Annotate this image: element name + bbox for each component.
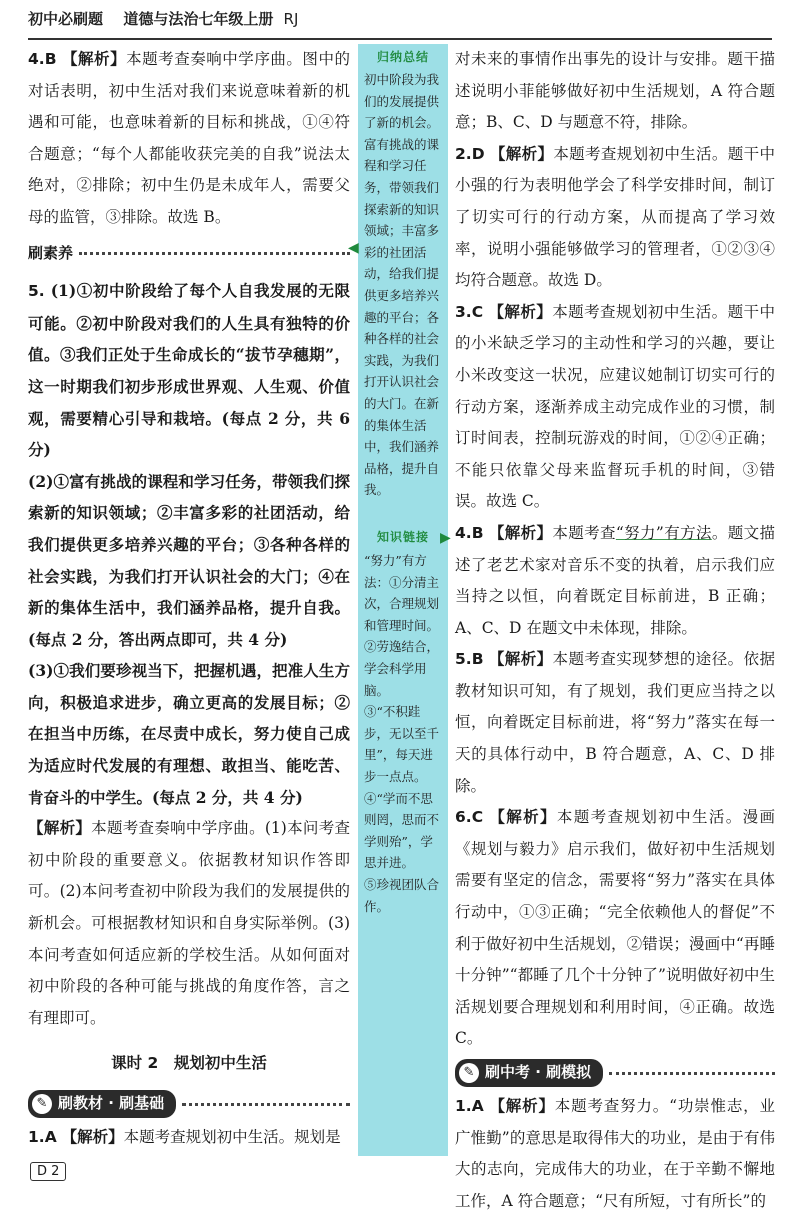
lesson2-answer-1: 1.A 【解析】本题考查规划初中生活。规划是: [28, 1128, 341, 1146]
answer-6: 6.C 【解析】本题考查规划初中生活。漫画《规划与毅力》启示我们，做好初中生活规划需要有坚定的信念，需要将“努力”落实在具体行动中，①③正确；“完全依赖他人的督促”不利于做好初中生活规划，②错误；漫画中“再睡十分钟”“都睡了几个十分钟了”说明做好初中生活规划要合理规划和利用时间，④正确。故选 C。: [455, 808, 775, 1048]
header-rule: [28, 38, 772, 40]
section-divider: [28, 238, 350, 270]
exam-section-header: ✎ 刷中考 · 刷模拟: [455, 1059, 775, 1087]
textbook-section-header: ✎ 刷教材 · 刷基础: [28, 1090, 350, 1118]
list-item: ②劳逸结合，学会科学用脑。: [364, 639, 440, 698]
edition-label: RJ: [283, 10, 299, 28]
list-item: ③“不积跬步，无以至千里”，每天进步一点点。: [364, 704, 440, 784]
knowledge-link: “努力”有方法: [615, 523, 712, 542]
arrow-right-icon: ▶: [440, 530, 451, 546]
tips-sidebar: [358, 44, 448, 1156]
arrow-left-icon: ◀: [348, 240, 359, 256]
series-title: 初中必刷题: [28, 10, 104, 28]
pen-icon: ✎: [459, 1063, 479, 1083]
page-header: [28, 8, 772, 38]
answer-5-analysis: 【解析】本题考查奏响中学序曲。(1)本问考查初中阶段的重要意义。依据教材知识作答即可。(2)本问考查初中阶段为我们的发展提供的新机会。可根据教材知识和自身实际举例。(3)本问考查如何适应新的学校生活。从如何面对初中阶段的各种可能与挑战的角度作答，言之有理即可。: [28, 819, 350, 1027]
left-column: [28, 44, 350, 1154]
sidebar-link-list: [358, 550, 448, 917]
answer-4: 4.B 【解析】本题考查“努力”有方法。题文描述了老艺术家对音乐不变的执着，启示我们应当持之以恒，向着既定目标前进，B 正确；A、C、D 在题文中未体现，排除。: [455, 523, 775, 637]
page-number: D 2: [30, 1162, 66, 1181]
lesson-title: 课时 2 规划初中生活: [111, 1054, 267, 1073]
section-title: 刷素养: [28, 243, 74, 262]
pen-icon: ✎: [32, 1094, 52, 1114]
exam-answer-1: 1.A 【解析】本题考查努力。“功崇惟志，业广惟勤”的意思是取得伟大的功业，是由于有伟大的志向，完成伟大的功业，在于辛勤不懈地工作，A 符合题意；“尺有所短，寸有所长”的: [455, 1097, 775, 1210]
answer-3: 3.C 【解析】本题考查规划初中生活。题干中的小米缺乏学习的主动性和学习的兴趣，要让小米改变这一状况，应建议她制订切实可行的行动方案，逐渐养成主动完成作业的习惯，制订时间表，控制玩游戏的时间，①②④正确；不能只依靠父母来监督玩手机的时间，③错误。故选 C。: [455, 302, 775, 511]
sidebar-title-link: 知识链接: [376, 530, 429, 544]
answer-5-part3: (3)①我们要珍视当下，把握机遇，把准人生方向，积极追求进步，确立更高的发展目标；②在担当中历练，在尽责中成长，努力使自己成为适应时代发展的有理想、敢担当、能吃苦、肯奋斗的中学生。(每点 2 分，共 4 分): [28, 661, 350, 807]
answer-5-part1: 5. (1)①初中阶段给了每个人自我发展的无限可能。②初中阶段对我们的人生具有独特的价值。③我们正处于生命成长的“拔节孕穗期”，这一时期我们初步形成世界观、人生观、价值观，需要精心引导和栽培。(每点 2 分，共 6 分): [28, 281, 350, 460]
right-column: [455, 44, 775, 1217]
list-item: “努力”有方法：①分清主次，合理规划和管理时间。: [364, 553, 440, 633]
sidebar-summary-text: 初中阶段为我们的发展提供了新的机会。富有挑战的课程和学习任务，带领我们探索新的知识领域；丰富多彩的社团活动，给我们提供更多培养兴趣的平台；各种各样的社会实践，为我们打开认识社会的大门。在新的集体生活中，我们涵养品格，提升自我。: [364, 72, 440, 498]
page-footer: [30, 1160, 66, 1181]
list-item: ⑤珍视团队合作。: [364, 876, 440, 914]
sidebar-title-summary: 归纳总结: [376, 50, 429, 64]
answer-1-continued: 对未来的事情作出事先的设计与安排。题干描述说明小菲能够做好初中生活规划，A 符合题意；B、C、D 与题意不符，排除。: [455, 50, 775, 132]
answer-5: 5.B 【解析】本题考查实现梦想的途径。依据教材知识可知，有了规划，我们更应当持之以恒，向着既定目标前进，将“努力”落实在每一天的具体行动中，B 符合题意，A、C、D 排除。: [455, 650, 775, 795]
subject-title: 道德与法治七年级上册: [123, 10, 274, 28]
answer-5-part2: (2)①富有挑战的课程和学习任务，带领我们探索新的知识领域；②丰富多彩的社团活动，给我们提供更多培养兴趣的平台；③各种各样的社会实践，为我们打开认识社会的大门；④在新的集体生活中，我们涵养品格，提升自我。(每点 2 分，答出两点即可，共 4 分): [28, 471, 350, 649]
answer-2: 2.D 【解析】本题考查规划初中生活。题干中小强的行为表明他学会了科学安排时间，制订了切实可行的行动方案，从而提高了学习效率，说明小强能够做学习的管理者，①②③④均符合题意。故选 D。: [455, 144, 775, 290]
list-item: ④“学而不思则罔，思而不学则殆”，学思并进。: [364, 790, 440, 871]
answer-4: 4.B 【解析】本题考查奏响中学序曲。图中的对话表明，初中生活对我们来说意味着新的机遇和可能，也意味着新的目标和挑战，①④符合题意；“每个人都能收获完美的自我”说法太绝对，②排除；初中生仍是未成年人，需要父母的监管，③排除。故选 B。: [28, 50, 350, 226]
